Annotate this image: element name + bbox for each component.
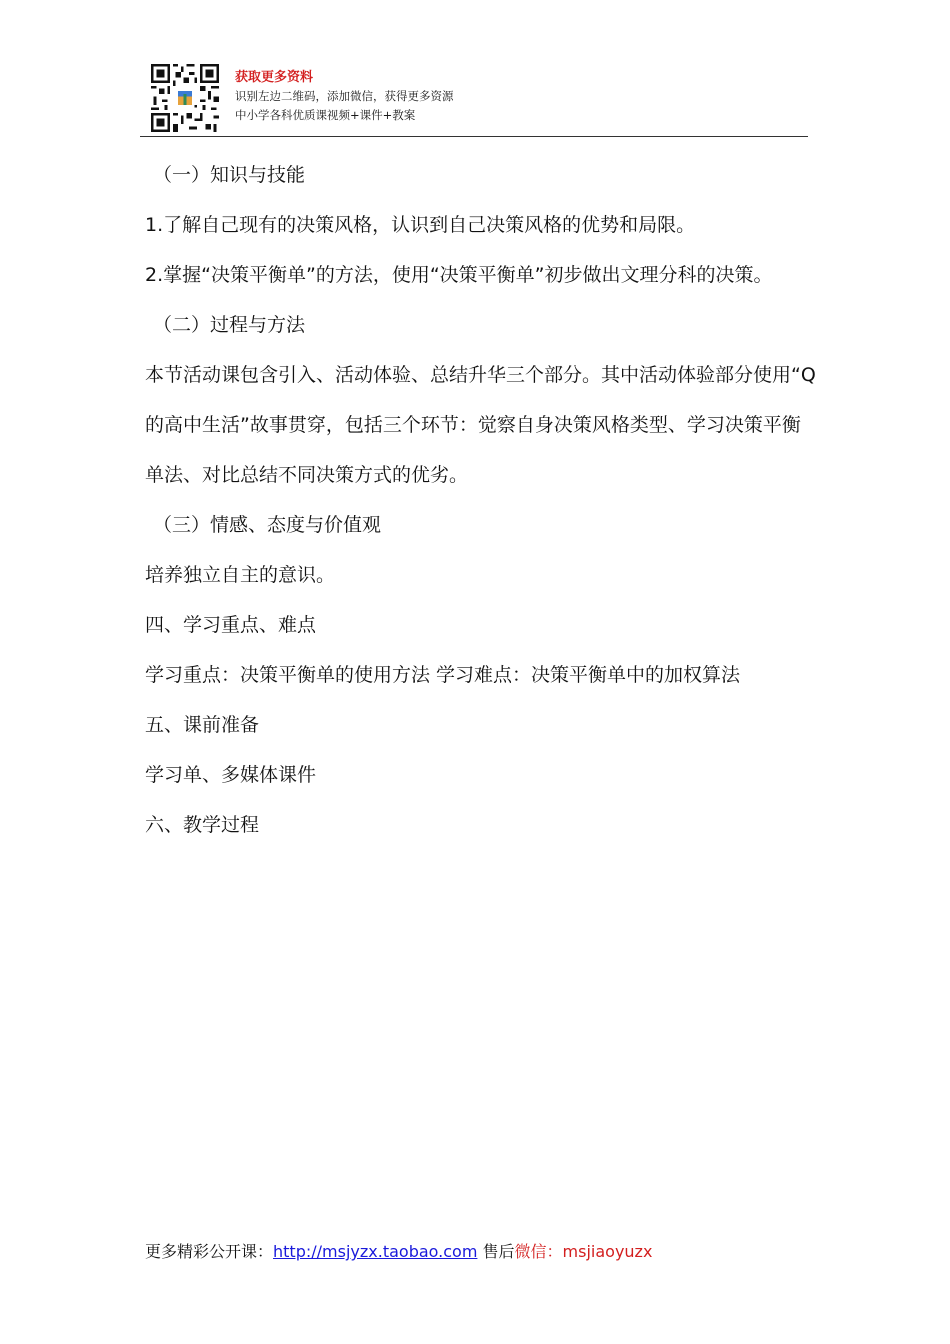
paragraph-process-line-1: 本节活动课包含引入、活动体验、总结升华三个部分。其中活动体验部分使用“Q <box>145 364 816 386</box>
document-body <box>145 150 825 850</box>
paragraph-process-line-2: 的高中生活”故事贯穿，包括三个环节：觉察自身决策风格类型、学习决策平衡 <box>145 414 801 436</box>
subheading-emotion-values: （三）情感、态度与价值观 <box>153 514 382 536</box>
footer-wechat-id: msjiaoyuzx <box>562 1242 653 1261</box>
header-line-2: 中小学各科优质课视频+课件+教案 <box>235 108 416 122</box>
heading-key-points: 四、学习重点、难点 <box>145 614 317 636</box>
heading-preparation: 五、课前准备 <box>145 714 260 736</box>
header-title: 获取更多资料 <box>235 70 314 85</box>
paragraph-emotion: 培养独立自主的意识。 <box>145 564 336 586</box>
subheading-process-methods: （二）过程与方法 <box>153 314 306 336</box>
header-text-block <box>235 68 454 125</box>
paragraph-key-points: 学习重点：决策平衡单的使用方法 学习难点：决策平衡单中的加权算法 <box>145 664 741 686</box>
paragraph-objective-2: 2.掌握“决策平衡单”的方法，使用“决策平衡单”初步做出文理分科的决策。 <box>145 264 773 286</box>
footer-wechat-label: 微信： <box>514 1242 563 1261</box>
footer-prefix: 更多精彩公开课： <box>145 1242 274 1261</box>
subheading-knowledge-skills: （一）知识与技能 <box>153 164 306 186</box>
paragraph-preparation: 学习单、多媒体课件 <box>145 764 317 786</box>
header-line-1: 识别左边二维码，添加微信，获得更多资源 <box>235 89 454 103</box>
page-header <box>140 62 808 137</box>
heading-teaching-process: 六、教学过程 <box>145 814 260 836</box>
qr-code-icon <box>142 64 228 132</box>
footer-after-sale: 售后 <box>477 1242 515 1261</box>
paragraph-process-line-3: 单法、对比总结不同决策方式的优劣。 <box>145 464 469 486</box>
paragraph-objective-1: 1.了解自己现有的决策风格，认识到自己决策风格的优势和局限。 <box>145 214 696 236</box>
footer-shop-link[interactable]: http://msjyzx.taobao.com <box>273 1242 478 1261</box>
page-footer <box>145 1240 652 1264</box>
